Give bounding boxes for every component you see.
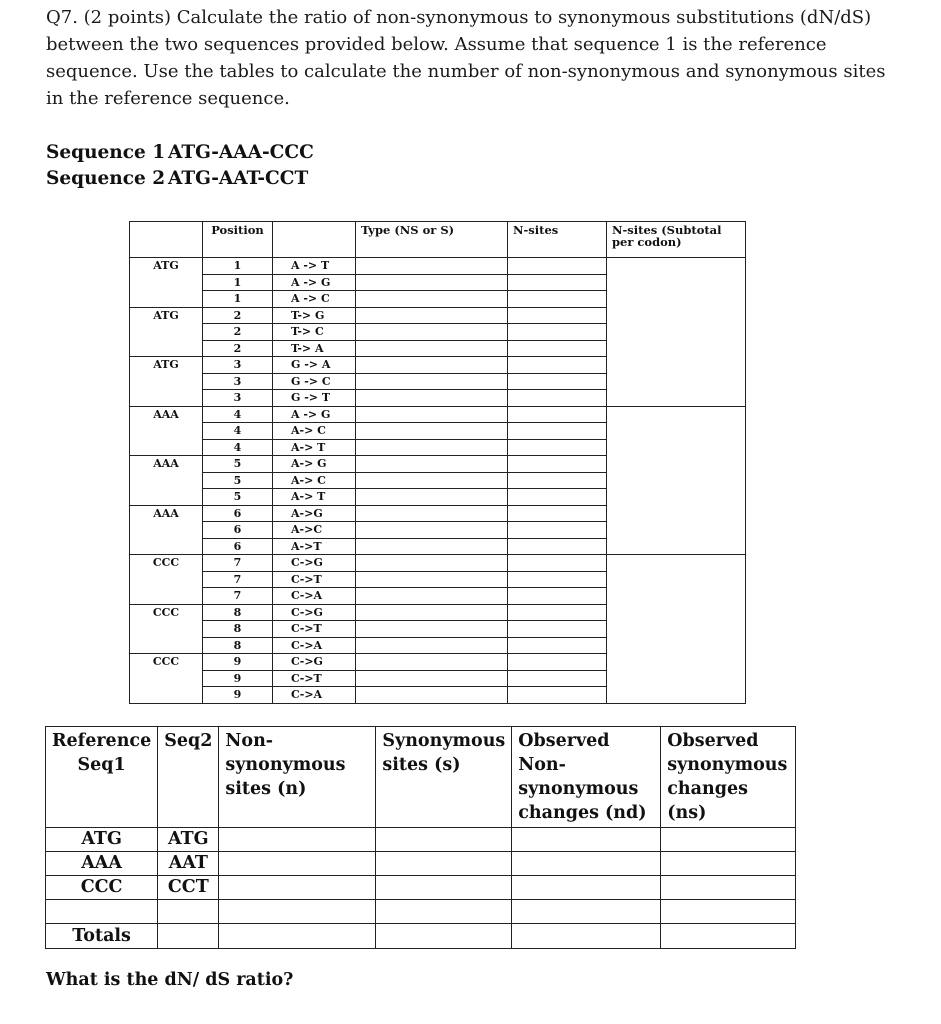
position-cell: 2 [203, 324, 273, 341]
type-cell[interactable] [356, 456, 508, 473]
n-sites-cell[interactable] [508, 274, 607, 291]
answer-cell[interactable] [512, 900, 661, 924]
type-cell[interactable] [356, 621, 508, 638]
mutation-cell: A-> G [273, 456, 356, 473]
n-sites-cell[interactable] [508, 670, 607, 687]
mutation-cell: C->T [273, 670, 356, 687]
answer-cell[interactable] [512, 828, 661, 852]
totals-label: Totals [46, 924, 158, 949]
position-cell: 8 [203, 637, 273, 654]
n-sites-cell[interactable] [508, 472, 607, 489]
n-sites-cell[interactable] [508, 390, 607, 407]
type-cell[interactable] [356, 555, 508, 572]
type-cell[interactable] [356, 571, 508, 588]
position-cell: 3 [203, 390, 273, 407]
mutation-cell: T-> C [273, 324, 356, 341]
n-sites-cell[interactable] [508, 423, 607, 440]
mutation-cell: C->A [273, 687, 356, 704]
answer-cell[interactable] [219, 828, 376, 852]
answer-cell[interactable] [219, 876, 376, 900]
position-cell: 3 [203, 357, 273, 374]
position-cell: 4 [203, 423, 273, 440]
type-cell[interactable] [356, 654, 508, 671]
codon-cell: AAA [130, 456, 203, 506]
position-cell: 8 [203, 621, 273, 638]
question-line: in the reference sequence. [46, 88, 290, 109]
codon-cell: AAA [130, 505, 203, 555]
codon-cell: ATG [130, 258, 203, 308]
codon-cell: AAA [130, 406, 203, 456]
answer-cell[interactable] [376, 828, 512, 852]
mutation-cell: G -> T [273, 390, 356, 407]
mutation-cell: A -> G [273, 274, 356, 291]
header-type: Type (NS or S) [356, 222, 508, 258]
type-cell[interactable] [356, 274, 508, 291]
type-cell[interactable] [356, 489, 508, 506]
n-sites-cell[interactable] [508, 307, 607, 324]
position-cell: 7 [203, 571, 273, 588]
header-seq2: Seq2 [158, 727, 219, 828]
header-observed-syn: Observed synonymous changes (ns) [661, 727, 796, 828]
type-cell[interactable] [356, 390, 508, 407]
type-cell[interactable] [356, 373, 508, 390]
n-sites-cell[interactable] [508, 258, 607, 275]
answer-cell[interactable] [661, 852, 796, 876]
summary-row [46, 828, 796, 852]
n-sites-cell[interactable] [508, 687, 607, 704]
answer-cell[interactable] [512, 852, 661, 876]
position-cell: 5 [203, 472, 273, 489]
type-cell[interactable] [356, 324, 508, 341]
answer-cell[interactable] [512, 876, 661, 900]
answer-cell[interactable] [661, 900, 796, 924]
position-cell: 1 [203, 274, 273, 291]
codon-cell: CCC [130, 555, 203, 605]
sites-table [129, 221, 746, 704]
answer-cell[interactable] [376, 900, 512, 924]
question-line: Q7. (2 points) Calculate the ratio of non-synonymous to synonymous substitutions (dN/dS) [46, 7, 872, 28]
reference-codon-cell [46, 900, 158, 924]
mutation-cell: C->G [273, 604, 356, 621]
n-sites-cell[interactable] [508, 637, 607, 654]
type-cell[interactable] [356, 472, 508, 489]
totals-cell[interactable] [219, 924, 376, 949]
mutation-cell: C->G [273, 555, 356, 572]
reference-codon-cell: CCC [46, 876, 158, 900]
n-sites-cell[interactable] [508, 538, 607, 555]
position-cell: 2 [203, 307, 273, 324]
type-cell[interactable] [356, 670, 508, 687]
sequence-label: Sequence 1 [46, 142, 166, 163]
header-syn-sites: Synonymous sites (s) [376, 727, 512, 828]
type-cell[interactable] [356, 687, 508, 704]
summary-row [46, 900, 796, 924]
type-cell[interactable] [356, 423, 508, 440]
type-cell[interactable] [356, 439, 508, 456]
position-cell: 9 [203, 670, 273, 687]
position-cell: 2 [203, 340, 273, 357]
summary-table [45, 726, 796, 949]
n-sites-subtotal-cell[interactable] [607, 258, 746, 407]
mutation-cell: C->T [273, 621, 356, 638]
position-cell: 8 [203, 604, 273, 621]
position-cell: 5 [203, 456, 273, 473]
mutation-row [130, 406, 746, 423]
type-cell[interactable] [356, 604, 508, 621]
mutation-row [130, 555, 746, 572]
question-text [46, 4, 906, 112]
mutation-cell: G -> C [273, 373, 356, 390]
n-sites-cell[interactable] [508, 291, 607, 308]
summary-table-body [46, 828, 796, 949]
mutation-cell: A-> C [273, 472, 356, 489]
position-cell: 7 [203, 555, 273, 572]
codon-cell: ATG [130, 357, 203, 407]
mutation-cell: T-> A [273, 340, 356, 357]
answer-cell[interactable] [376, 876, 512, 900]
position-cell: 9 [203, 654, 273, 671]
mutation-cell: A->G [273, 505, 356, 522]
mutation-cell: C->G [273, 654, 356, 671]
answer-cell[interactable] [219, 900, 376, 924]
answer-cell[interactable] [219, 852, 376, 876]
n-sites-subtotal-cell[interactable] [607, 555, 746, 704]
position-cell: 6 [203, 522, 273, 539]
seq2-codon-cell: AAT [158, 852, 219, 876]
header-mutation [273, 222, 356, 258]
position-cell: 6 [203, 505, 273, 522]
final-question: What is the dN/ dS ratio? [46, 970, 294, 990]
header-n-sites: N-sites [508, 222, 607, 258]
summary-row [46, 876, 796, 900]
reference-codon-cell: ATG [46, 828, 158, 852]
header-observed-nonsyn: Observed Non- synonymous changes (nd) [512, 727, 661, 828]
summary-table-header [46, 727, 796, 828]
summary-row [46, 852, 796, 876]
type-cell[interactable] [356, 357, 508, 374]
mutation-cell: A->C [273, 522, 356, 539]
type-cell[interactable] [356, 522, 508, 539]
header-codon [130, 222, 203, 258]
n-sites-cell[interactable] [508, 522, 607, 539]
header-nonsyn-sites: Non- synonymous sites (n) [219, 727, 376, 828]
sites-table-body [130, 258, 746, 704]
position-cell: 9 [203, 687, 273, 704]
mutation-cell: C->A [273, 588, 356, 605]
type-cell[interactable] [356, 307, 508, 324]
answer-cell[interactable] [661, 828, 796, 852]
n-sites-cell[interactable] [508, 654, 607, 671]
type-cell[interactable] [356, 340, 508, 357]
sites-table-header [130, 222, 746, 258]
answer-cell[interactable] [661, 876, 796, 900]
position-cell: 4 [203, 439, 273, 456]
sequence-label: Sequence 2 [46, 168, 166, 189]
reference-codon-cell: AAA [46, 852, 158, 876]
question-line: between the two sequences provided below. Assume that sequence 1 is the reference [46, 34, 827, 55]
type-cell[interactable] [356, 637, 508, 654]
n-sites-subtotal-cell[interactable] [607, 406, 746, 555]
n-sites-cell[interactable] [508, 456, 607, 473]
n-sites-cell[interactable] [508, 406, 607, 423]
type-cell[interactable] [356, 505, 508, 522]
n-sites-cell[interactable] [508, 604, 607, 621]
totals-cell[interactable] [376, 924, 512, 949]
mutation-cell: A-> T [273, 439, 356, 456]
mutation-cell: A -> G [273, 406, 356, 423]
mutation-cell: C->T [273, 571, 356, 588]
header-n-sites-subtotal: N-sites (Subtotal per codon) [607, 222, 746, 258]
mutation-row [130, 258, 746, 275]
sequence-value: ATG-AAT-CCT [168, 168, 309, 189]
n-sites-cell[interactable] [508, 571, 607, 588]
mutation-cell: G -> A [273, 357, 356, 374]
answer-cell[interactable] [376, 852, 512, 876]
n-sites-cell[interactable] [508, 588, 607, 605]
mutation-cell: A -> C [273, 291, 356, 308]
n-sites-cell[interactable] [508, 373, 607, 390]
mutation-cell: C->A [273, 637, 356, 654]
totals-cell[interactable] [512, 924, 661, 949]
n-sites-cell[interactable] [508, 621, 607, 638]
codon-cell: ATG [130, 307, 203, 357]
type-cell[interactable] [356, 538, 508, 555]
mutation-cell: A -> T [273, 258, 356, 275]
n-sites-cell[interactable] [508, 555, 607, 572]
n-sites-cell[interactable] [508, 340, 607, 357]
n-sites-cell[interactable] [508, 489, 607, 506]
type-cell[interactable] [356, 258, 508, 275]
n-sites-cell[interactable] [508, 324, 607, 341]
mutation-cell: T-> G [273, 307, 356, 324]
position-cell: 1 [203, 291, 273, 308]
seq2-codon-cell: CCT [158, 876, 219, 900]
seq2-codon-cell: ATG [158, 828, 219, 852]
n-sites-cell[interactable] [508, 357, 607, 374]
position-cell: 1 [203, 258, 273, 275]
n-sites-cell[interactable] [508, 505, 607, 522]
sequence-value: ATG-AAA-CCC [168, 142, 314, 163]
position-cell: 7 [203, 588, 273, 605]
header-reference-seq1: Reference Seq1 [46, 727, 158, 828]
sequence-1 [46, 140, 314, 166]
totals-cell[interactable] [661, 924, 796, 949]
type-cell[interactable] [356, 291, 508, 308]
position-cell: 5 [203, 489, 273, 506]
position-cell: 4 [203, 406, 273, 423]
seq2-codon-cell [158, 900, 219, 924]
codon-cell: CCC [130, 604, 203, 654]
totals-row [46, 924, 796, 949]
mutation-cell: A-> C [273, 423, 356, 440]
question-line: sequence. Use the tables to calculate the number of non-synonymous and synonymous sites [46, 61, 886, 82]
mutation-cell: A-> T [273, 489, 356, 506]
sequences-block [46, 140, 314, 192]
header-position: Position [203, 222, 273, 258]
n-sites-cell[interactable] [508, 439, 607, 456]
type-cell[interactable] [356, 588, 508, 605]
mutation-cell: A->T [273, 538, 356, 555]
type-cell[interactable] [356, 406, 508, 423]
position-cell: 3 [203, 373, 273, 390]
position-cell: 6 [203, 538, 273, 555]
sequence-2 [46, 166, 314, 192]
totals-cell[interactable] [158, 924, 219, 949]
codon-cell: CCC [130, 654, 203, 704]
